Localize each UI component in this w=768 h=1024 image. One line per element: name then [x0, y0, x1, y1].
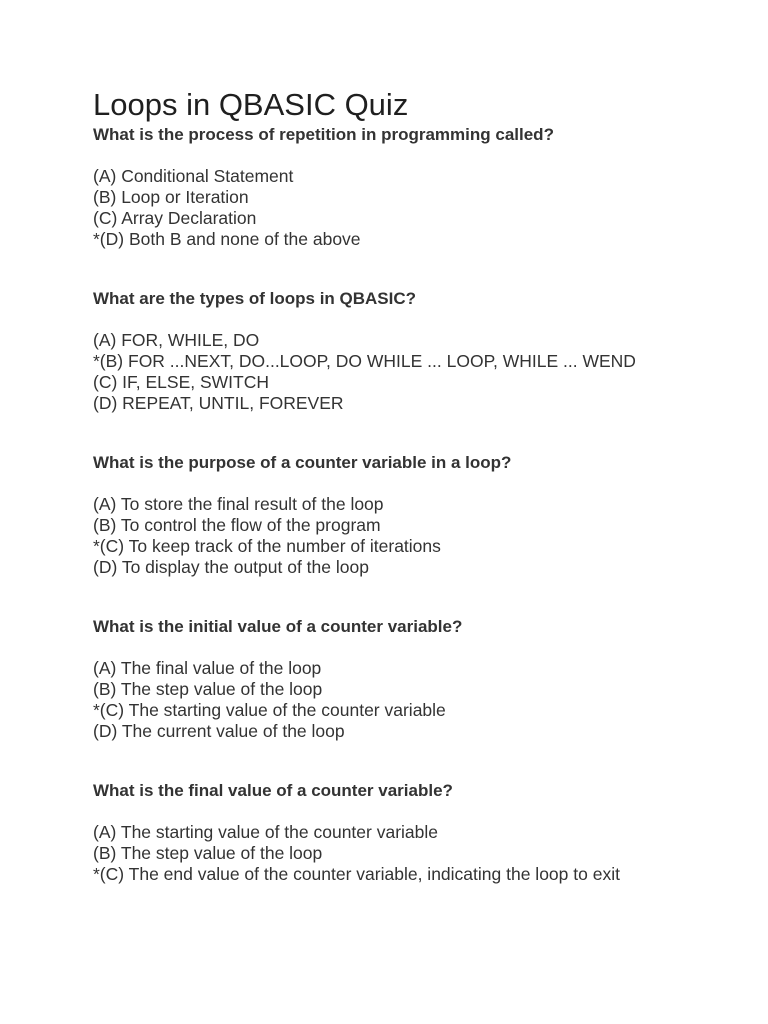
option-b: (B) The step value of the loop	[93, 843, 323, 863]
option-a: (A) The final value of the loop	[93, 658, 322, 678]
option-b: (B) To control the flow of the program	[93, 515, 381, 535]
question-2	[93, 288, 653, 414]
question-text: What is the initial value of a counter variable?	[93, 617, 463, 636]
document-body	[93, 86, 653, 885]
option-c: *(C) The starting value of the counter variable	[93, 700, 446, 720]
option-c: *(C) To keep track of the number of iterations	[93, 536, 441, 556]
option-a: (A) FOR, WHILE, DO	[93, 330, 260, 350]
option-c: (C) Array Declaration	[93, 208, 257, 228]
question-spacer	[93, 250, 653, 288]
question-4	[93, 616, 653, 742]
option-a: (A) Conditional Statement	[93, 166, 294, 186]
option-a: (A) To store the final result of the loop	[93, 494, 384, 514]
question-5	[93, 780, 653, 885]
option-d: *(D) Both B and none of the above	[93, 229, 361, 249]
question-text: What is the process of repetition in programming called?	[93, 125, 554, 144]
question-text: What are the types of loops in QBASIC?	[93, 289, 417, 308]
option-list	[93, 166, 653, 250]
question-3	[93, 452, 653, 578]
option-c: (C) IF, ELSE, SWITCH	[93, 372, 269, 392]
document-title: Loops in QBASIC Quiz	[93, 87, 409, 122]
question-spacer	[93, 578, 653, 616]
option-list	[93, 330, 653, 414]
option-list	[93, 822, 653, 885]
option-d: (D) REPEAT, UNTIL, FOREVER	[93, 393, 344, 413]
option-b: (B) Loop or Iteration	[93, 187, 249, 207]
option-d: (D) The current value of the loop	[93, 721, 345, 741]
option-a: (A) The starting value of the counter variable	[93, 822, 439, 842]
option-b: (B) The step value of the loop	[93, 679, 323, 699]
question-text: What is the final value of a counter variable?	[93, 781, 453, 800]
option-b: *(B) FOR ...NEXT, DO...LOOP, DO WHILE ... LOOP, WHILE ... WEND	[93, 351, 636, 371]
question-1	[93, 124, 653, 250]
option-list	[93, 494, 653, 578]
question-text: What is the purpose of a counter variable in a loop?	[93, 453, 512, 472]
option-list	[93, 658, 653, 742]
option-c: *(C) The end value of the counter variable, indicating the loop to exit	[93, 864, 620, 884]
option-d: (D) To display the output of the loop	[93, 557, 369, 577]
question-spacer	[93, 414, 653, 452]
question-spacer	[93, 742, 653, 780]
